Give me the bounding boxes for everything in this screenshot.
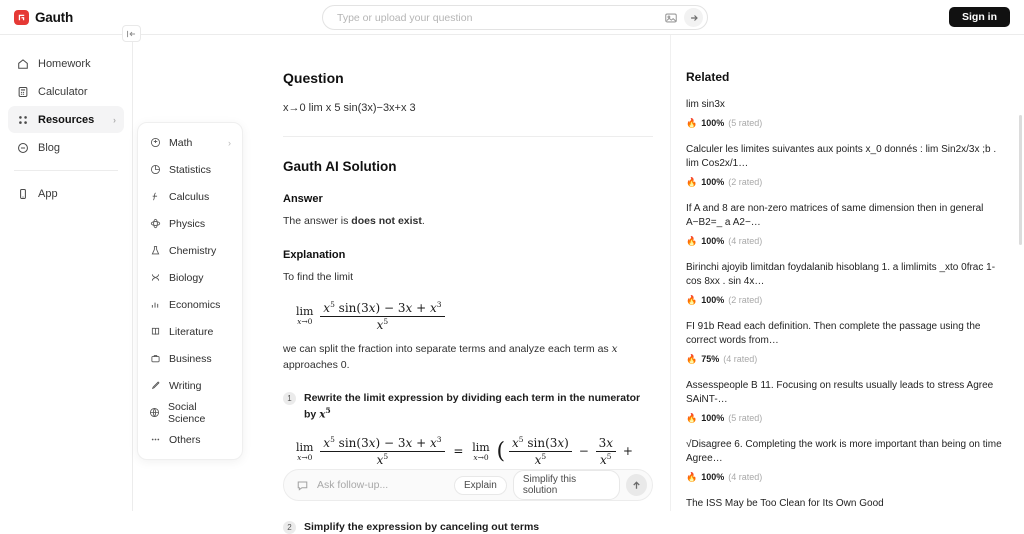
- literature-icon: [149, 326, 161, 338]
- solution-step: [283, 520, 653, 534]
- related-text: Birinchi ajoyib limitdan foydalanib hisoblang 1. a limlimits _xto 0frac 1-cos 8xx . sin 4x…: [686, 261, 996, 287]
- resources-category-menu: [137, 122, 243, 460]
- related-percent: 100%: [701, 413, 725, 423]
- limit-operator: lim x→0: [472, 440, 490, 462]
- explanation-intro: To find the limit: [283, 270, 354, 283]
- category-label: Economics: [169, 298, 221, 311]
- related-item[interactable]: [686, 438, 1002, 483]
- related-item[interactable]: [686, 320, 1002, 365]
- follow-up-bar[interactable]: [283, 469, 653, 501]
- related-meta: [686, 413, 1002, 424]
- related-text: FI 91b Read each definition. Then complete the passage using the correct words from…: [686, 320, 981, 346]
- chip-explain[interactable]: Explain: [454, 476, 507, 495]
- step-variable: x: [319, 408, 326, 421]
- flame-icon: 🔥: [686, 412, 698, 423]
- fraction: $\frac{x^5 \sin(3x) - 3x + x^3}{x^5}$: [320, 435, 444, 468]
- fraction: $\frac{x^5 \sin(3x)}{x^5}$: [509, 435, 572, 468]
- related-item[interactable]: [686, 497, 1002, 512]
- sidebar-item-resources[interactable]: [8, 106, 124, 133]
- explanation-after-var: x: [611, 342, 618, 355]
- related-percent: 75%: [701, 354, 720, 364]
- category-label: Calculus: [169, 190, 210, 203]
- step-text: Simplify the expression by canceling out terms: [304, 520, 540, 533]
- brand-logo[interactable]: [14, 10, 73, 25]
- related-meta: [686, 295, 1002, 306]
- related-item[interactable]: [686, 379, 1002, 424]
- category-label: Business: [169, 352, 212, 365]
- related-rated: (5 rated): [728, 413, 763, 423]
- sign-in-button[interactable]: Sign in: [949, 7, 1010, 27]
- statistics-icon: [149, 164, 161, 176]
- home-icon: [16, 57, 29, 70]
- sidebar-item-label: Blog: [38, 141, 61, 154]
- related-heading: Related: [686, 70, 730, 84]
- related-item[interactable]: [686, 261, 1002, 306]
- related-meta: [686, 118, 1002, 129]
- search-submit-button[interactable]: [684, 8, 703, 27]
- related-item[interactable]: [686, 143, 1002, 188]
- step-number: 1: [283, 392, 296, 405]
- fraction: $\frac{x^5 \sin(3x) - 3x + x^3}{x^5}$: [320, 300, 444, 333]
- related-text: Assesspeople B 11. Focusing on results usually leads to stress Agree SAiNT-…: [686, 379, 994, 405]
- flame-icon: 🔥: [686, 353, 698, 364]
- related-rated: (2 rated): [728, 295, 763, 305]
- related-percent: 100%: [701, 118, 725, 128]
- related-rated: (4 rated): [728, 236, 763, 246]
- sidebar-divider: [14, 170, 118, 171]
- category-business[interactable]: [138, 345, 242, 372]
- chevron-right-icon: ›: [113, 114, 116, 125]
- related-item[interactable]: [686, 98, 1002, 129]
- question-heading: Question: [283, 70, 344, 86]
- category-math[interactable]: [138, 129, 242, 156]
- category-label: Literature: [169, 325, 214, 338]
- chip-simplify[interactable]: Simplify this solution: [513, 470, 620, 500]
- related-rated: (4 rated): [728, 472, 763, 482]
- answer-suffix: .: [421, 215, 425, 227]
- mobile-app-icon: [16, 187, 29, 200]
- explanation-after: [283, 342, 653, 374]
- related-meta: [686, 472, 1002, 483]
- top-bar: [0, 0, 1024, 35]
- flame-icon: 🔥: [686, 176, 698, 187]
- flame-icon: 🔥: [686, 117, 698, 128]
- calculator-icon: [16, 85, 29, 98]
- flame-icon: 🔥: [686, 235, 698, 246]
- related-text: If A and 8 are non-zero matrices of same dimension then in general A−B2=_ a A2−…: [686, 202, 984, 228]
- related-text: lim sin3x: [686, 99, 725, 110]
- step-text: [304, 391, 653, 421]
- blog-icon: [16, 141, 29, 154]
- related-text: √Disagree 6. Completing the work is more important than being on time Agree…: [686, 438, 1002, 464]
- business-icon: [149, 353, 161, 365]
- calculus-icon: [149, 191, 161, 203]
- category-biology[interactable]: [138, 264, 242, 291]
- others-icon: [149, 434, 161, 446]
- math-icon: [149, 137, 161, 149]
- category-label: Social Science: [168, 400, 206, 425]
- related-scrollbar[interactable]: [1019, 115, 1022, 245]
- category-statistics[interactable]: [138, 156, 242, 183]
- category-literature[interactable]: [138, 318, 242, 345]
- related-rated: (5 rated): [728, 118, 763, 128]
- category-writing[interactable]: [138, 372, 242, 399]
- category-label: Physics: [169, 217, 206, 230]
- flame-icon: 🔥: [686, 294, 698, 305]
- category-label: Math: [169, 136, 193, 149]
- related-percent: 100%: [701, 236, 725, 246]
- answer-heading: Answer: [283, 193, 323, 205]
- answer-value: does not exist: [351, 215, 422, 227]
- explanation-heading: Explanation: [283, 248, 346, 261]
- category-physics[interactable]: [138, 210, 242, 237]
- related-percent: 100%: [701, 472, 725, 482]
- send-button[interactable]: [626, 474, 647, 496]
- related-text: The ISS May be Too Clean for Its Own Good: [686, 497, 884, 509]
- chevron-right-icon: ›: [228, 137, 231, 148]
- social-science-icon: [149, 407, 160, 419]
- category-others[interactable]: [138, 426, 242, 453]
- category-economics[interactable]: [138, 291, 242, 318]
- search-input[interactable]: [335, 11, 663, 25]
- related-percent: 100%: [701, 295, 725, 305]
- related-meta: [686, 177, 1002, 188]
- question-text: x→0 lim x 5 sin(3x)−3x+x 3: [283, 102, 416, 114]
- category-calculus[interactable]: [138, 183, 242, 210]
- limit-operator: lim x→0: [296, 305, 314, 327]
- sidebar-item-label: App: [38, 187, 58, 200]
- related-panel: [670, 35, 1024, 511]
- grid-icon: [16, 113, 29, 126]
- solution-panel: [266, 35, 670, 533]
- follow-up-input[interactable]: [315, 478, 454, 492]
- answer-text: [283, 214, 653, 230]
- limit-operator: lim x→0: [296, 440, 314, 462]
- sidebar-item-app[interactable]: [8, 180, 124, 207]
- collapse-sidebar-button[interactable]: [122, 25, 141, 42]
- sidebar-item-label: Resources: [38, 113, 95, 126]
- flame-icon: 🔥: [686, 471, 698, 482]
- category-label: Statistics: [169, 163, 212, 176]
- physics-icon: [149, 218, 161, 230]
- category-label: Writing: [169, 379, 202, 392]
- step-exponent: 5: [325, 405, 331, 415]
- explanation-after-suffix: approaches 0.: [283, 358, 350, 371]
- brand-name: Gauth: [35, 9, 73, 25]
- solution-step: [283, 391, 653, 421]
- answer-prefix: The answer is: [283, 215, 352, 227]
- related-meta: [686, 354, 1002, 365]
- search-bar[interactable]: [322, 5, 708, 30]
- gauth-logo-icon: [14, 10, 29, 25]
- solution-heading: Gauth AI Solution: [283, 159, 397, 174]
- category-label: Biology: [169, 271, 204, 284]
- chemistry-icon: [149, 245, 161, 257]
- step-number: 2: [283, 521, 296, 534]
- related-meta: [686, 236, 1002, 247]
- fraction: $\frac{3x}{x^5}$: [596, 435, 616, 468]
- compose-icon: [296, 479, 309, 492]
- related-rated: (2 rated): [728, 177, 763, 187]
- sidebar: [0, 35, 133, 511]
- category-label: Others: [169, 433, 201, 446]
- related-rated: (4 rated): [723, 354, 758, 364]
- category-social-science[interactable]: [138, 399, 242, 426]
- related-text: Calculer les limites suivantes aux points x_0 donnés : lim Sin2x/3x ;b . lim Cos2x/1…: [686, 143, 997, 169]
- image-upload-icon[interactable]: [663, 10, 679, 26]
- writing-icon: [149, 380, 161, 392]
- sidebar-item-blog[interactable]: [8, 134, 124, 161]
- step-label: Rewrite the limit expression by dividing each term in the numerator by: [304, 392, 641, 421]
- sidebar-item-calculator[interactable]: [8, 78, 124, 105]
- explanation-after-prefix: we can split the fraction into separate terms and analyze each term as: [283, 342, 612, 355]
- related-item[interactable]: [686, 202, 1002, 247]
- sidebar-item-homework[interactable]: [8, 50, 124, 77]
- limit-expression-1: [296, 300, 653, 333]
- limit-expression-2: lim x→0 $\frac{x^5 \sin(3x) - 3x + x^3}{x^5}$ = lim x→0 ( $\frac{x^5 \sin(3x)}{x^5}$ − $\frac{3x}{x^5}$ +: [296, 435, 653, 502]
- sidebar-item-label: Homework: [38, 57, 91, 70]
- related-percent: 100%: [701, 177, 725, 187]
- biology-icon: [149, 272, 161, 284]
- sidebar-item-label: Calculator: [38, 85, 88, 98]
- section-divider: [283, 136, 653, 137]
- category-label: Chemistry: [169, 244, 217, 257]
- category-chemistry[interactable]: [138, 237, 242, 264]
- economics-icon: [149, 299, 161, 311]
